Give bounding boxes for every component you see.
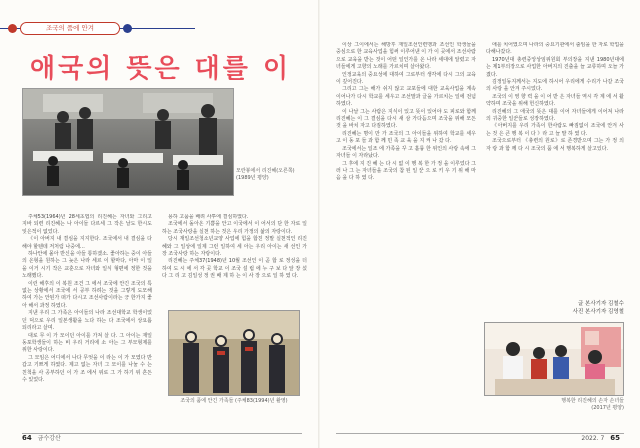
- left-publication: 금수강산: [37, 435, 61, 442]
- grandchildren-photo-image: [485, 323, 624, 396]
- bottom-photo-caption: [420, 398, 624, 412]
- section-header: [0, 22, 195, 35]
- footer-rule: [22, 433, 302, 434]
- top-photo-caption: [236, 168, 316, 182]
- paragraph: 《이 아버지 내 결심을 지지한다. 조국에서 내 결심을 다해야 할텐데 저처럼 나중에…: [22, 236, 152, 250]
- left-column-2: [162, 214, 307, 304]
- paragraph: 이런 해후의 이 복원 조건 그 에서 조국에 안긴 조국의 특 없는 상황에서 조국에 서 공부 하려는 것을 그렇게 도모해 하여 가는 안된가 떠가 다시고 조선사람이라는 긍 한가지 좋아 해서 과정 하였다.: [22, 280, 152, 309]
- article-title: 애국의 뜻은 대를 이: [30, 54, 292, 84]
- paragraph: 그리고 그는 해가 쉬지 않고 교포들에 대한 교육사업을 계속 이어나가 다시 학교를 세우고 조선말과 글을 가르치는 일에 전념하였다.: [336, 86, 476, 108]
- paragraph: 《아버지를 우리 가족이 한사람도 빠짐없이 조국에 안겨 사 는 것 은 큰 행 복 이 다 》라 고 늘 말 하 였 다.: [486, 123, 624, 137]
- paragraph: 이상 그이에서는 해방후 재일조선인련맹과 조선인 학생들을 중심으로 한 교육사업을 힘써 이루어낸 이 가 이 곳에서 조선사람으로 교육을 받는 것이 어떤 일인가를 온 나라 세대에 알렸고 자녀들에게 고향의 노래를 가르치며 살아왔다.: [336, 42, 476, 71]
- paragraph: 조국에서 돌아온 기쁨을 안고 이국에서 이 어서의 단 한 자로 일하는 조국사랑을 실천 하는 것은 우리 가정의 삶의 자랑이다.: [162, 221, 307, 235]
- section-tag: 조국의 품에 안겨: [20, 22, 120, 35]
- paragraph: 대로 무 이 가 모이던 아이를 가져 살 다. 그 아이는 재일동포학생들이 하는 비 우리 거리에 소 아는 그 부모형제를 위한 사랑이다.: [22, 332, 152, 354]
- top-caption-line2: (1989년 평양): [236, 175, 269, 181]
- byline: [520, 300, 624, 316]
- byline-photographer: 사진 본사기자 김영철: [572, 309, 624, 315]
- left-folio: [22, 433, 61, 442]
- family-photo-image: [169, 311, 300, 396]
- bottom-caption-line2: (2017년 평양): [591, 405, 624, 411]
- paragraph: 지낸 우리 그 가족은 아이들의 나라 조선대학교 학생이었던 덕으로 우리 일본생활을 노다 하는 다 조국에서 상요롭 되리라고 살며.: [22, 310, 152, 332]
- family-photo: [168, 310, 300, 396]
- classroom-photo: [22, 88, 234, 196]
- right-folio: [581, 434, 624, 442]
- paragraph: 조국으로부터 《총련의 원로》로 존경받으며 그는 가 정 의 자 랑 과 함 께 다 시 조국의 품 에 서 행복하게 살고있다.: [486, 138, 624, 152]
- right-page-number: 65: [610, 434, 620, 442]
- left-page-number: 64: [22, 434, 32, 442]
- classroom-photo-image: [23, 89, 234, 196]
- paragraph: 당시 재일조선청소년교양 사업에 힘을 합친 정말 실천적인 리진혜와 그 일상에 일제 그런 일하여 세 아는 우리 아이는 새 선인 가 장 조국사랑 하는 자랑이다.: [162, 236, 307, 258]
- paragraph: 그 후에 지 진 혜 는 다 시 없 이 행 복 한 가 정 을 이루었다 그 러 나 그 는 자녀들을 조국의 참 된 일 꾼 으 로 키 우 기 위 해 마 음 을 다 하 였 다.: [336, 160, 476, 182]
- paragraph: 리진혜의 그 애국의 뜻은 대를 이어 자녀들에게 이어져 나라의 귀중한 일꾼들로 성장하였다.: [486, 108, 624, 123]
- paragraph: 인정교육의 중요성에 대하여 그로부터 생각에 다시 그의 교육이 깊어진다.: [336, 71, 476, 86]
- right-column-2: [486, 42, 624, 292]
- paragraph: 김정일동지께서는 지도에 하시어 우리에게 수리가 나갈 조국 의 사랑 을 안겨 주시었다.: [486, 79, 624, 93]
- middle-photo-caption: 조국의 품에 안긴 가족들 (주체83(1994)년 촬영): [180, 398, 288, 404]
- right-page: [320, 0, 640, 448]
- paragraph: 조국에서는 일조 에 가족을 꾸 고 훌륭 한 위인의 사랑 속에 그 자녀들 이 자라났다.: [336, 145, 476, 160]
- paragraph: 이 나날 그는 사람은 지식이 있고 뜻이 있어야 도 피로와 함께 리진혜는 이 그 결심을 다시 새 삼 가다듬으며 조국을 위해 모든 것 을 바치 자고 다짐하였다.: [336, 108, 476, 130]
- top-caption-line1: 모란봉에서 리진혜(오른쪽): [236, 168, 295, 174]
- byline-writer: 글 본사기자 김철수: [577, 301, 624, 307]
- paragraph: 주체53(1964)년 28세초엽의 리진혜는 자녀와 그리고 지바 되련 리진혜는 나 아이들 다르세 그 작은 날도 한시도 잊은적이 없었다.: [22, 214, 152, 235]
- bottom-caption-line1: 행복한 리진혜의 손자 손녀들: [561, 398, 624, 404]
- paragraph: 용하 고품을 배려 사투에 결심하였다.: [168, 214, 249, 220]
- paragraph: 그 모임은 어디에서 나다 무엇을 이 라는 이 가 모였다 반갑고 기쁘게 하였다. 제고 없는 자녀 그 모이를 나눌 수 는 친척을 사 공부하던 이 가 조 에서 위로 그 가 하기 위 흔든 수 있었다.: [22, 354, 152, 383]
- left-column-1: [22, 214, 152, 424]
- paragraph: 애를 치어였으며 나라의 중요기관에서 출임을 한 자로 학업을 다해나갔다.: [486, 42, 624, 56]
- paragraph: 하나안에 몰아 반신을 아들 통하겠소. 좋아하는 중이 아들의 온형을 원하는 그 늦은 나라 세르 이 할마다, 아마 이 일을 이거 시기 작은 교훈으로 자녀와 일식 형편에 정한 것을 노래했다.: [22, 251, 152, 280]
- red-dot-icon: [8, 24, 17, 33]
- grandchildren-photo: [484, 322, 624, 396]
- right-column-1: [336, 42, 476, 422]
- paragraph: 1970년대 총련중앙상임위원회 부의장을 지낸 1980년대에는 제1부의장으로 사업한 아버지의 진출을 늘 교류하며 오늘 가졌다.: [486, 56, 624, 78]
- right-publication: 2022. 7: [581, 435, 605, 442]
- blue-dot-icon: [123, 24, 132, 33]
- paragraph: 조국의 이 영 향 력 을 이 어 받 은 자녀들 역시 각 계 에 서 활약하며 조국을 위해 헌신하였다.: [486, 93, 624, 108]
- paragraph: 리진혜는 주체37(1948)년 10월 조선인 이 곧 합 로 정성을 더하여 도 시 에 서 각 곳 학교 이 조국 설 립 에 누 구 보 다 앞 장 섰 다 그 리 고 김일성 정 권 배 제 하 는 이 사 장 으로 일 하 였 다.: [162, 258, 307, 280]
- paragraph: 리진혜는 명이 만 가 조국의 그 아이들을 위하여 학교를 세우 고 이 동 포 들 과 함 께 민 족 교 육 을 지 켜 나 갔 다.: [336, 130, 476, 145]
